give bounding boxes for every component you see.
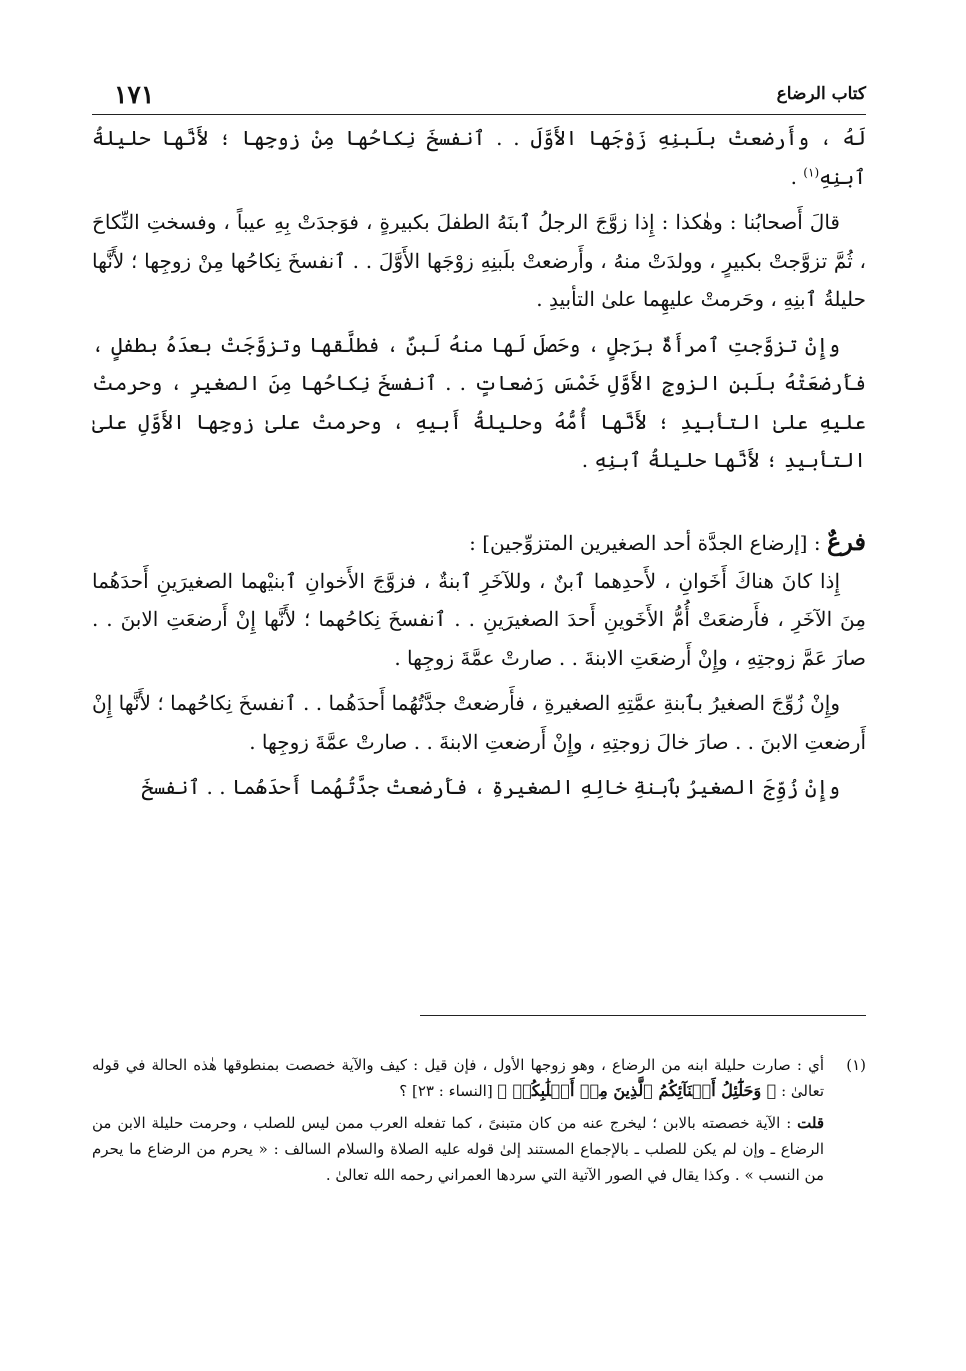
page <box>92 80 866 807</box>
footnote-1 <box>92 1052 866 1104</box>
paragraph-1-tail: . <box>790 164 804 189</box>
body-text <box>92 119 866 807</box>
section-paragraph-3: وإِنْ زُوِّجَ الصغيرُ بٱبنةِ خالِهِ الصغيرةِ ، فأَرضعتْ جدَّتُهُما أَحدَهُما . . ٱنفسخَ <box>141 775 840 799</box>
footnote-1-continuation <box>92 1110 866 1188</box>
page-header <box>92 80 866 115</box>
paragraph-2: قالَ أَصحابُنا : وهٰكذا : إِذا زوَّجَ الرجلُ ٱبنَهُ الطفلَ بكبيرةٍ ، فوَجدَتْ بِهِ عيباً ، وفسختِ النِّكاحَ ، ثُمَّ تزوَّجتْ بكبيرٍ ، وولدَتْ منهُ ، وأَرضعتْ بلَبنِهِ زوْجَها الأَوَّلَ . . ٱنفسخَ نِكاحُها مِنْ زوجِها ؛ لأَنَّها حليلةُ ٱبنِهِ ، وحَرمتْ عليهِما علىٰ التأبيدِ . <box>92 210 866 311</box>
book-title: كتاب الرضاع <box>776 84 866 104</box>
page-number: ١٧١ <box>114 80 155 109</box>
paragraph-1 <box>92 119 866 196</box>
footnote-1-text: أي : صارت حليلة ابنه من الرضاع ، وهو زوجها الأول ، فإن قيل : كيف والآية خصصت بمنطوقها هٰذه الحالة في قوله تعالىٰ : <box>92 1056 824 1100</box>
footnote-number: (١) <box>846 1056 866 1074</box>
footnote-1-continuation-text: : الآية خصصته بالابن ؛ ليخرج عنه من كان متبنىً ، كما تفعله العرب ممن ليس للصلب ، وحرمت حليلة الابن من الرضاع ـ وإن لم يكن للصلب ـ بالإجماع المستند إلىٰ قوله عليه الصلاة والسلام السالف : « يحرم من الرضاع ما يحرم من النسب » . وكذا يقال في الصور الآتية التي سردها العمراني رحمه الله تعالىٰ . <box>92 1114 824 1184</box>
footnote-marker[interactable]: (١) <box>803 164 820 179</box>
section-paragraph-1: إِذا كانَ هناكَ أَخَوانِ ، لأَحدِهما ٱبنٌ ، وللآخَرِ ٱبنةٌ ، فزوَّجَ الأَخوانِ ٱبنيْهما الصغيرَينِ أَحدَهُما مِنَ الآخَرِ ، فأَرضعَتْ أُمُّ الأَخَوينِ أَحدَ الصغيرَينِ . . ٱنفسخَ نِكاحُهما ؛ لأَنَّها إِنْ أَرضعَتِ الابنَ . . صارَ عَمَّ زوجتِهِ ، وإِنْ أَرضعَتِ الابنةَ . . صارتْ عمَّةَ زوجِها . <box>92 568 866 670</box>
quran-reference: [النساء : ٢٣] ؟ <box>399 1082 498 1100</box>
section-heading-word: فرعٌ <box>826 526 866 556</box>
section-paragraph-2: وإِنْ زُوِّجَ الصغيرُ بٱبنةِ عمَّتِهِ الصغيرةِ ، فأَرضعتْ جدَّتُهُما أَحدَهُما . . ٱنفسخَ نِكاحُهما ؛ لأَنَّها إِنْ أَرضعتِ الابنَ . . صارَ خالَ زوجتِهِ ، وإِنْ أَرضعتِ الابنةَ . . صارتْ عمَّةَ زوجِها . <box>92 691 866 754</box>
footnote-divider <box>420 1015 866 1016</box>
section-heading <box>92 523 866 562</box>
section-heading-title: : [إرضاع الجدَّة أحد الصغيرين المتزوِّجين] : <box>469 530 827 555</box>
paragraph-1-text: لَهُ ، وأَرضعتْ بلَبنِهِ زَوْجَها الأَوَّلَ . . ٱنفسخَ نِكاحُها مِنْ زوجِها ؛ لأَنَّها حليلةُ ٱبنِهِ <box>92 126 866 189</box>
section-gap <box>92 480 866 523</box>
footnotes <box>92 1052 866 1188</box>
footnote-lead-word: قلت <box>797 1114 824 1132</box>
quran-verse: ﴿ وَحَلَٰٓئِلُ أَبۡنَآئِكُمُ ٱلَّذِينَ مِنۡ أَصۡلَٰبِكُمۡ ﴾ <box>497 1081 777 1100</box>
paragraph-3: وإِنْ تزوَّجتِ ٱمرأَةٌ برَجلٍ ، وحَصلَ لَها منهُ لَبنٌ ، فطلَّقها وتزوَّجَتْ بعدَهُ بطفلٍ ، فأَرضعَتْهُ بلَبنِ الزوجِ الأَوَّلِ خَمْسَ رَضعاتٍ . . ٱنفسخَ نِكاحُها مِنَ الصغيرِ ، وحرمتْ عليهِ علىٰ التأبيدِ ؛ لأَنَّها أُمُّهُ وحليلةُ أَبيهِ ، وحرمتْ علىٰ زوجِها الأَوَّلِ علىٰ التأبيدِ ؛ لأَنَّها حليلةُ ٱبنِهِ . <box>92 332 866 472</box>
